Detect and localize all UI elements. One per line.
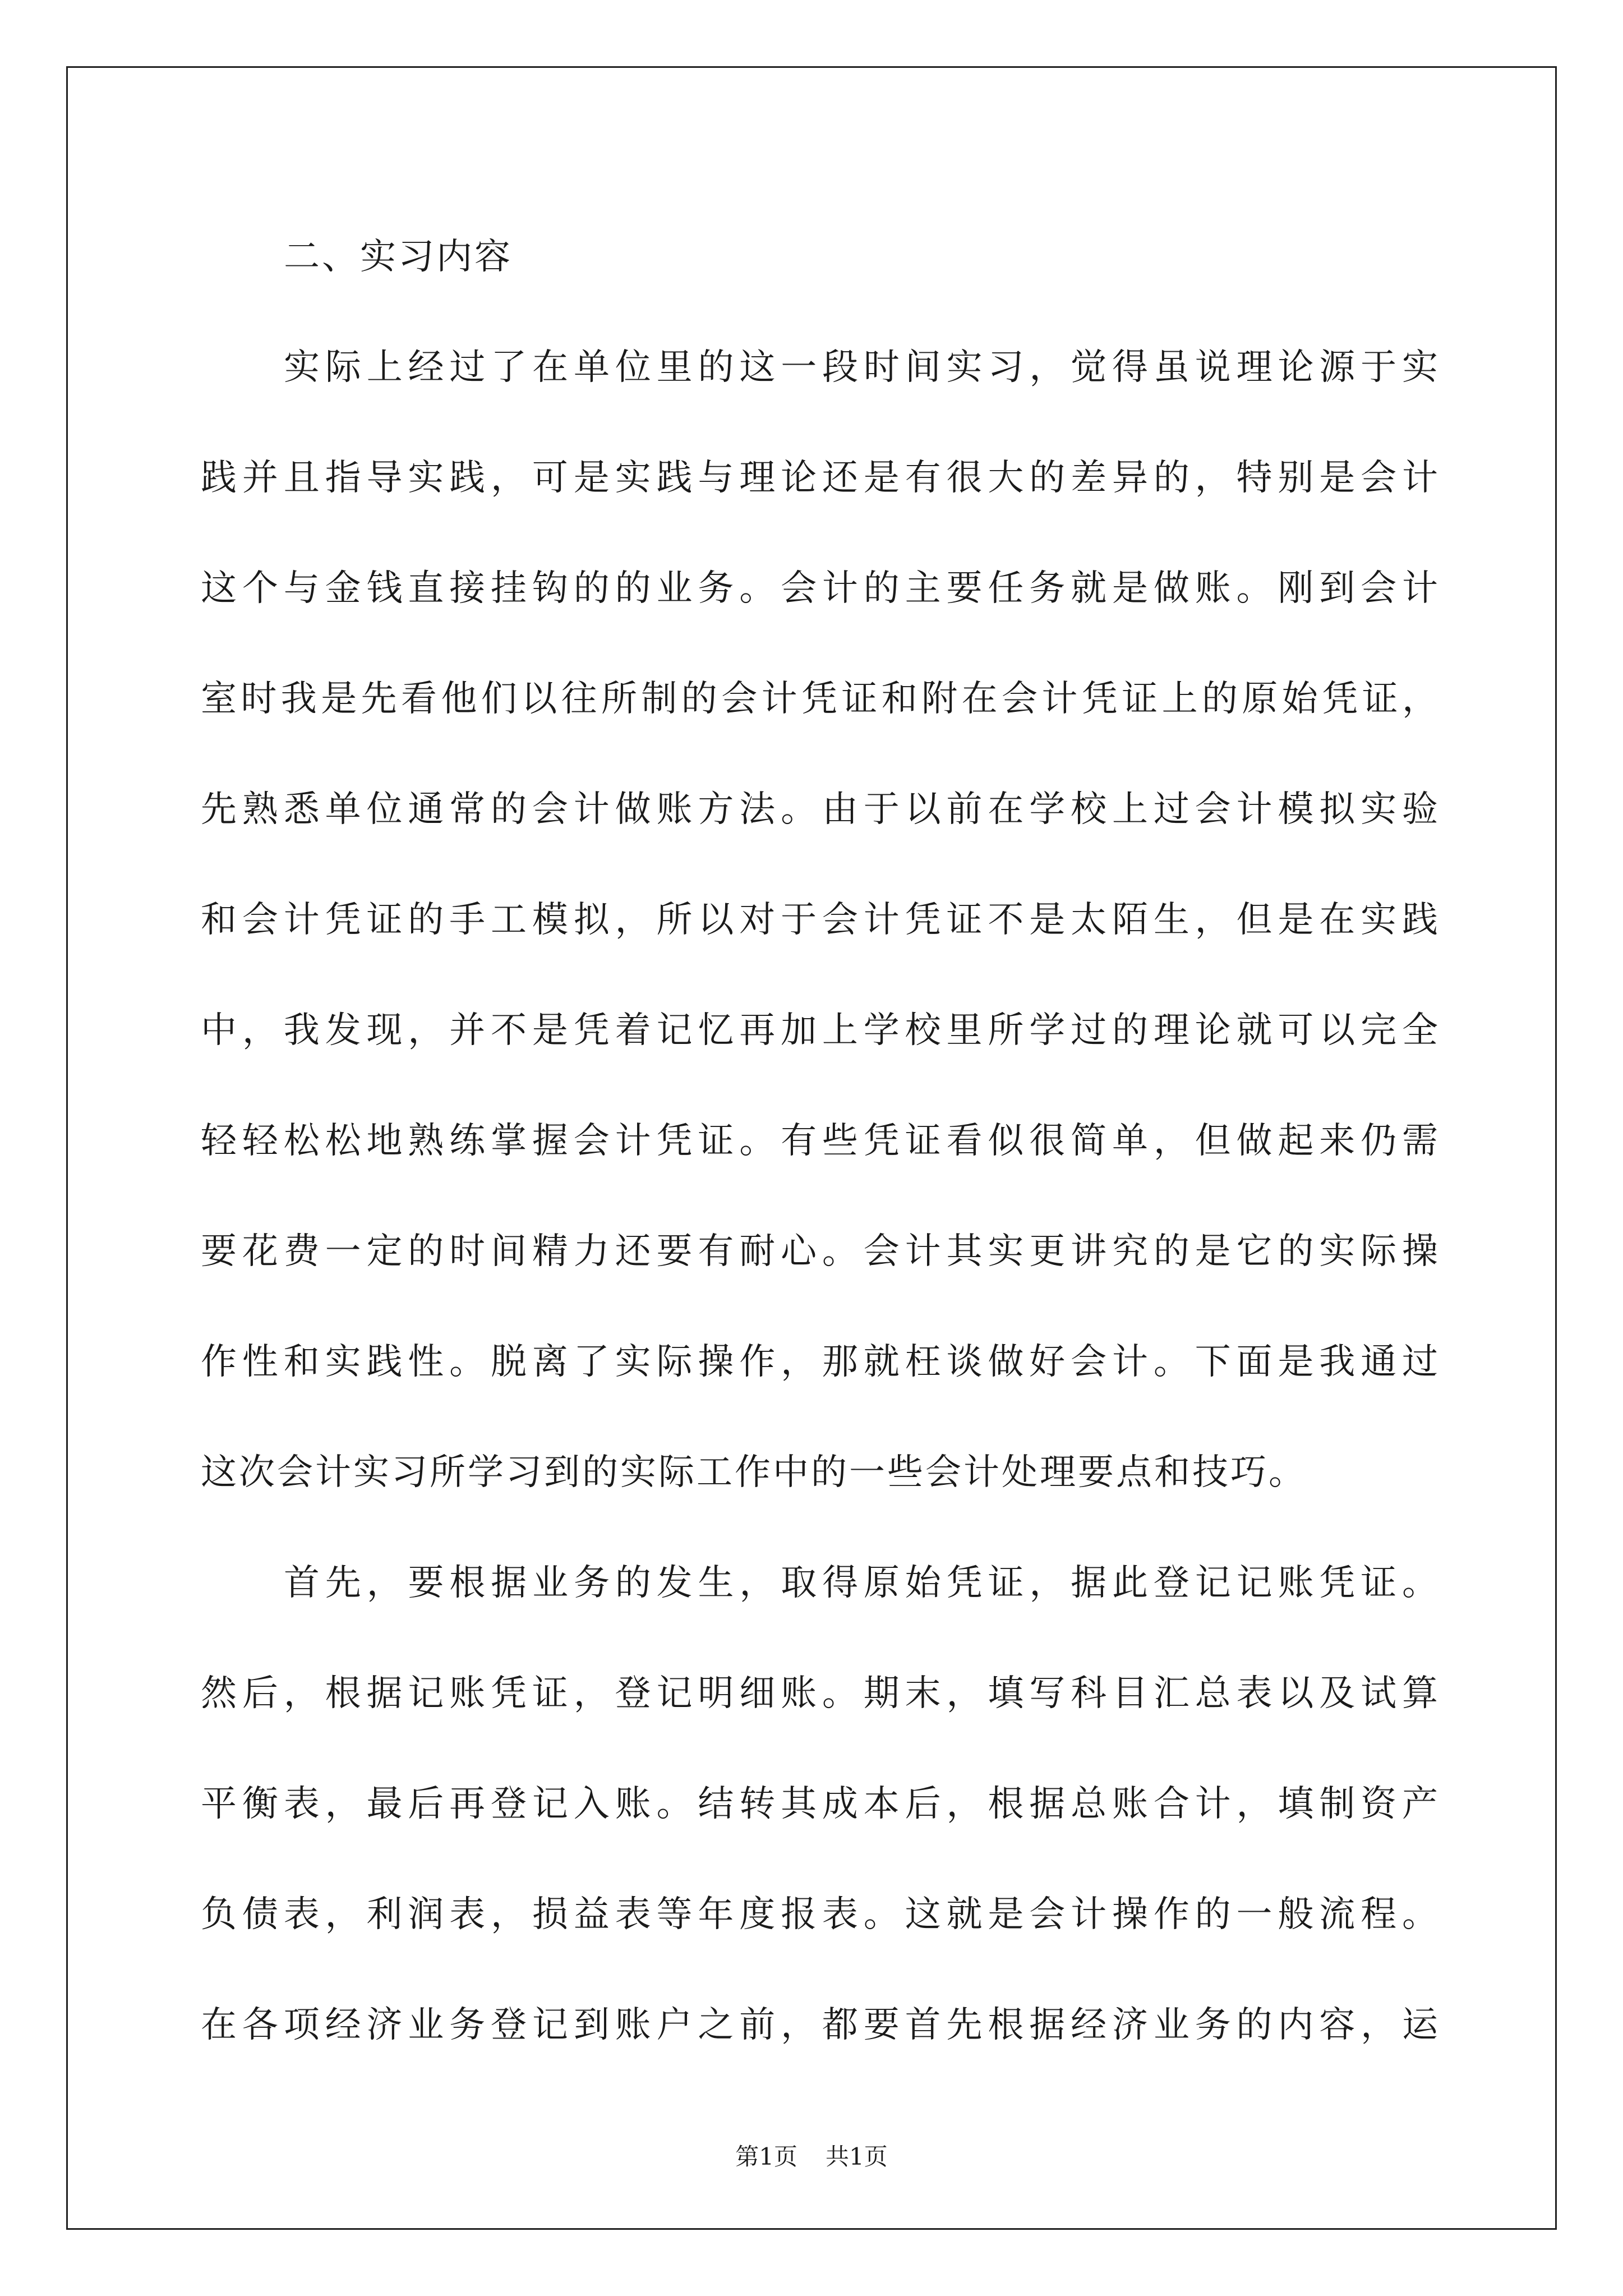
paragraph-line: 轻轻松松地熟练掌握会计凭证。有些凭证看似很简单，但做起来仍需 <box>201 1120 1440 1162</box>
section-heading: 二、实习内容 <box>284 236 513 278</box>
page-total: 共1页 <box>826 2143 888 2170</box>
page-number: 第1页 <box>735 2143 797 2170</box>
paragraph-line: 实际上经过了在单位里的这一段时间实习，觉得虽说理论源于实 <box>284 347 1440 388</box>
paragraph-line: 这次会计实习所学习到的实际工作中的一些会计处理要点和技巧。 <box>201 1452 1307 1493</box>
paragraph-line: 要花费一定的时间精力还要有耐心。会计其实更讲究的是它的实际操 <box>201 1231 1440 1272</box>
paragraph-line: 这个与金钱直接挂钩的的业务。会计的主要任务就是做账。刚到会计 <box>201 568 1440 609</box>
paragraph-line: 室时我是先看他们以往所制的会计凭证和附在会计凭证上的原始凭证， <box>201 678 1440 720</box>
paragraph-line: 先熟悉单位通常的会计做账方法。由于以前在学校上过会计模拟实验 <box>201 789 1440 830</box>
paragraph-line: 作性和实践性。脱离了实际操作，那就枉谈做好会计。下面是我通过 <box>201 1341 1440 1383</box>
page-footer <box>0 2140 1623 2174</box>
paragraph-line: 首先，要根据业务的发生，取得原始凭证，据此登记记账凭证。 <box>284 1562 1440 1604</box>
paragraph-2 <box>201 1528 1440 2081</box>
paragraph-line: 践并且指导实践，可是实践与理论还是有很大的差异的，特别是会计 <box>201 457 1440 499</box>
document-body <box>201 202 1440 2081</box>
paragraph-line: 然后，根据记账凭证，登记明细账。期末，填写科目汇总表以及试算 <box>201 1673 1440 1714</box>
paragraph-line: 和会计凭证的手工模拟，所以对于会计凭证不是太陌生，但是在实践 <box>201 899 1440 941</box>
paragraph-line: 平衡表，最后再登记入账。结转其成本后，根据总账合计，填制资产 <box>201 1783 1440 1825</box>
paragraph-line: 负债表，利润表，损益表等年度报表。这就是会计操作的一般流程。 <box>201 1894 1440 1935</box>
paragraph-line: 在各项经济业务登记到账户之前，都要首先根据经济业务的内容，运 <box>201 2004 1440 2046</box>
paragraph-line: 中，我发现，并不是凭着记忆再加上学校里所学过的理论就可以完全 <box>201 1010 1440 1051</box>
paragraph-1 <box>201 312 1440 1528</box>
